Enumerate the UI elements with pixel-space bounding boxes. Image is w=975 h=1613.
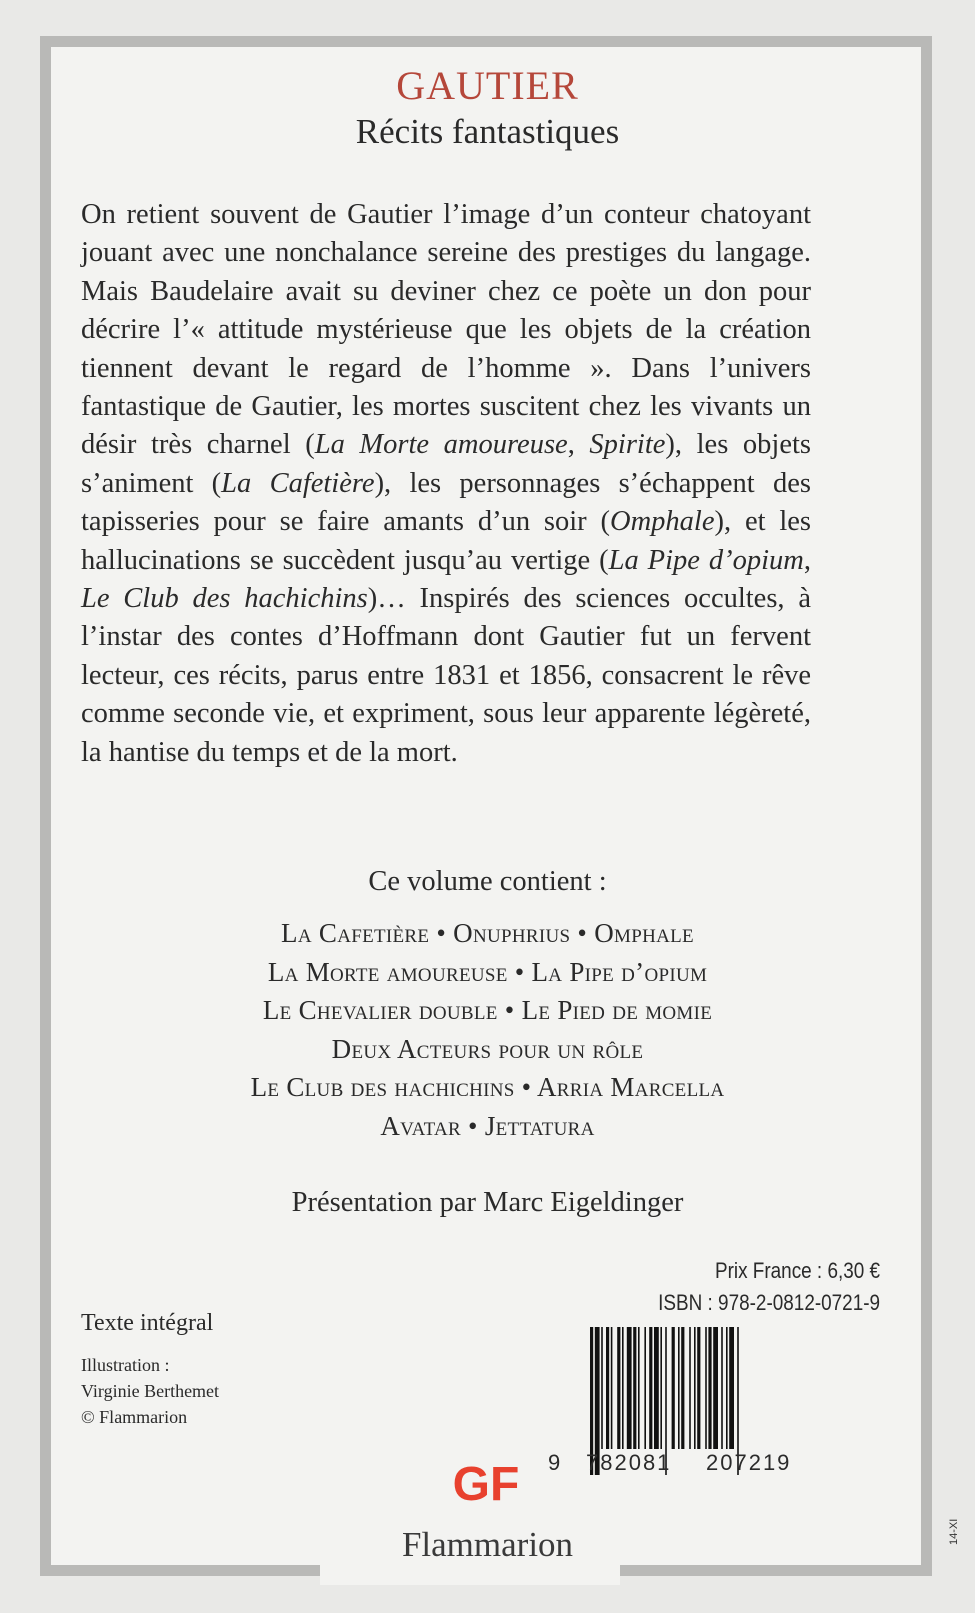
credit-line: © Flammarion xyxy=(81,1407,188,1427)
barcode-bar xyxy=(729,1327,734,1449)
barcode-digit-group: 782081 xyxy=(586,1450,672,1475)
barcode-bar xyxy=(678,1327,680,1449)
texte-integral-label: Texte intégral xyxy=(81,1310,214,1336)
barcode-digit-group: 207219 xyxy=(706,1450,792,1475)
isbn-label: ISBN : 978-2-0812-0721-9 xyxy=(658,1290,880,1315)
barcode-bar xyxy=(708,1327,711,1449)
barcode-bar xyxy=(660,1327,662,1449)
barcode-bar xyxy=(705,1327,707,1449)
barcode-bar xyxy=(611,1327,613,1449)
barcode-bar xyxy=(649,1327,652,1449)
barcode-bar xyxy=(644,1327,646,1449)
contents-line: La Morte amoureuse • La Pipe d’opium xyxy=(267,956,708,987)
contents-line: Le Chevalier double • Le Pied de momie xyxy=(262,995,713,1026)
barcode-bar xyxy=(617,1327,620,1449)
author-name: GAUTIER xyxy=(396,63,579,108)
barcode-bar xyxy=(697,1327,700,1449)
barcode-digits xyxy=(548,1450,848,1476)
barcode-bar xyxy=(681,1327,684,1449)
contents-line: Le Club des hachichins • Arria Marcella xyxy=(250,1072,725,1103)
barcode-bar xyxy=(654,1327,659,1449)
contents-list xyxy=(0,914,975,1146)
barcode-bar xyxy=(633,1327,636,1449)
edge-code: 14-XI xyxy=(948,1518,960,1545)
barcode-bar xyxy=(726,1327,728,1449)
presentation-credit: Présentation par Marc Eigeldinger xyxy=(291,1187,684,1218)
barcode-bar xyxy=(713,1327,718,1449)
price-label: Prix France : 6,30 € xyxy=(714,1258,880,1283)
publisher-name: Flammarion xyxy=(401,1525,574,1564)
barcode-bar xyxy=(689,1327,691,1449)
gf-logo-text: GF xyxy=(452,1458,520,1506)
contents-label: Ce volume contient : xyxy=(368,866,607,897)
barcode-bar xyxy=(721,1327,723,1449)
illustration-credits xyxy=(81,1352,219,1430)
barcode-bar xyxy=(601,1327,603,1449)
book-title: Récits fantastiques xyxy=(355,112,620,151)
contents-line: La Cafetière • Onuphrius • Omphale xyxy=(281,918,694,948)
barcode-bar xyxy=(672,1327,675,1449)
barcode-digit-lead: 9 xyxy=(548,1450,561,1475)
barcode-bar xyxy=(694,1327,696,1449)
barcode-bar xyxy=(638,1327,640,1449)
gf-logo xyxy=(445,1458,527,1506)
credit-line: Virginie Berthemet xyxy=(81,1381,220,1401)
barcode-bar xyxy=(627,1327,632,1449)
contents-line: Deux Acteurs pour un rôle xyxy=(331,1033,644,1064)
barcode-bar xyxy=(606,1327,609,1449)
credit-line: Illustration : xyxy=(81,1355,170,1375)
contents-line: Avatar • Jettatura xyxy=(380,1110,595,1141)
price-isbn-block xyxy=(658,1255,880,1319)
barcode-bar xyxy=(622,1327,624,1449)
back-cover-blurb: On retient souvent de Gautier l’image d’un conteur chatoyant jouant avec une nonchalance sereine des prestiges du langage. Mais Baudelaire avait su deviner chez ce poète un don pour décrire l’« attitude mystérieuse que les objets de la création tiennent devant le regard de l’homme ». Dans l’univers fantastique de Gautier, les mortes suscitent chez les vivants un désir très charnel (La Morte amoureuse, Spirite), les objets s’animent (La Cafetière), les personnages s’échappent des tapisseries pour se faire amants d’un soir (Omphale), et les hallucinations se succèdent jusqu’au vertige (La Pipe d’opium, Le Club des hachichins)… Inspirés des sciences occultes, à l’instar des contes d’Hoffmann dont Gautier fut un fervent lecteur, ces récits, parus entre 1831 et 1856, consacrent le rêve comme seconde vie, et expriment, sous leur apparente légèreté, la hantise du temps et de la mort. xyxy=(81,199,812,768)
